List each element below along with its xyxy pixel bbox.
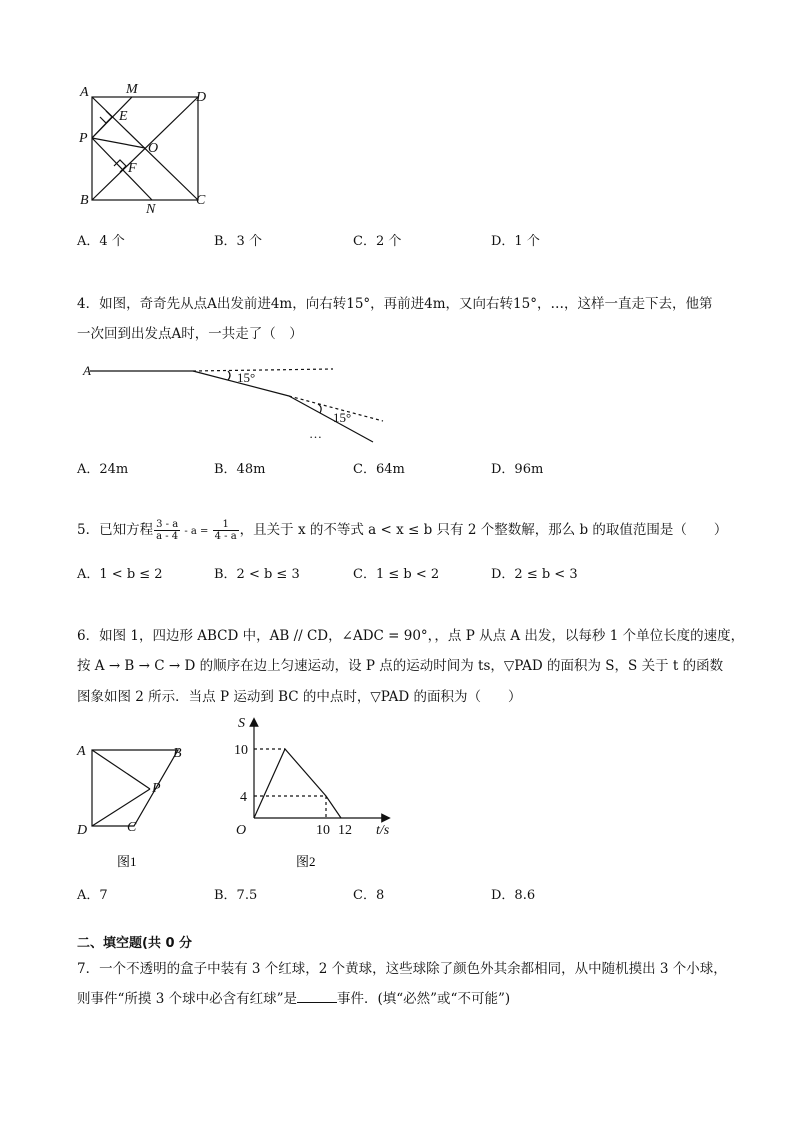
ellipsis: … <box>309 426 322 441</box>
label-m: M <box>126 82 138 97</box>
label-a: A <box>80 85 89 100</box>
q6-figure-1 <box>72 738 212 873</box>
label-d: D <box>77 823 88 838</box>
q6-text-line1: 6．如图 1，四边形 ABCD 中，AB // CD，∠ADC = 90°，，点 P 从点 A 出发，以每秒 1 个单位长度的速度， <box>77 628 745 644</box>
q7-text-line2 <box>77 987 510 1007</box>
q7-text-line1: 7．一个不透明的盒子中装有 3 个红球，2 个黄球，这些球除了颜色外其余都相同，从中随机摸出 3 个小球， <box>77 961 727 977</box>
q3-option-a[interactable]: A．4 个 <box>77 234 125 249</box>
right-angle-e <box>100 111 112 123</box>
tick-label-y10: 10 <box>234 743 248 758</box>
figure-2-caption: 图2 <box>296 854 316 869</box>
extension-1 <box>193 369 333 371</box>
label-f: F <box>128 161 137 176</box>
q5-fraction-2 <box>213 519 239 542</box>
label-o: O <box>148 141 159 156</box>
q4-option-c[interactable]: C．64m <box>353 462 405 477</box>
q5-option-a[interactable]: A．1 < b ≤ 2 <box>77 567 163 582</box>
q3-square-figure <box>70 80 230 215</box>
q5-option-c[interactable]: C．1 ≤ b < 2 <box>353 567 440 582</box>
q5-text <box>77 518 727 542</box>
q5-fraction-2-numerator: 1 <box>213 519 239 531</box>
tick-label-x12: 12 <box>338 823 352 838</box>
q5-fraction-2-denominator: 4 - a <box>214 531 237 542</box>
q6-text-line2: 按 A → B → C → D 的顺序在边上匀速运动，设 P 点的运动时间为 ts，▽PAD 的面积为 S，S 关于 t 的函数 <box>77 658 724 674</box>
q6-text-line3: 图象如图 2 所示．当点 P 运动到 BC 的中点时，▽PAD 的面积为（ ） <box>77 689 522 705</box>
q6-option-b[interactable]: B．7.5 <box>214 888 258 903</box>
tick-label-x10: 10 <box>316 823 330 838</box>
graph-line <box>254 749 341 818</box>
q4-text-line2: 一次回到出发点A时，一共走了（ ） <box>77 326 303 342</box>
angle-label-1: 15° <box>237 370 256 385</box>
label-e: E <box>119 109 128 124</box>
q5-fraction-1 <box>154 519 180 542</box>
figure-1-caption: 图1 <box>117 854 137 869</box>
walk-segment-3 <box>289 396 373 442</box>
q3-option-d[interactable]: D．1 个 <box>491 234 540 249</box>
quadrilateral-abcd <box>92 750 178 826</box>
label-c: C <box>127 820 137 835</box>
label-p: P <box>79 131 88 146</box>
label-b: B <box>173 746 182 761</box>
q4-walk-figure <box>80 360 400 445</box>
q5-option-b[interactable]: B．2 < b ≤ 3 <box>214 567 300 582</box>
q4-option-d[interactable]: D．96m <box>491 462 544 477</box>
q3-option-b[interactable]: B．3 个 <box>214 234 262 249</box>
q6-option-d[interactable]: D．8.6 <box>491 888 536 903</box>
origin-label: O <box>236 823 247 838</box>
segment-dp <box>92 789 150 826</box>
angle-label-2: 15° <box>333 410 352 425</box>
section-title-fill-in: 二、填空题(共 0 分 <box>77 936 193 951</box>
q5-prefix: 5．已知方程 <box>77 522 154 538</box>
tick-label-y4: 4 <box>240 790 247 805</box>
q5-suffix: ，且关于 x 的不等式 a < x ≤ b 只有 2 个整数解，那么 b 的取值范围是（ ） <box>239 522 728 538</box>
label-b: B <box>80 193 89 208</box>
label-a: A <box>77 744 86 759</box>
label-p: P <box>152 781 161 796</box>
label-a: A <box>83 363 91 378</box>
q7-line2-prefix: 则事件“所摸 3 个球中必含有红球”是 <box>77 991 297 1007</box>
label-c: C <box>196 193 206 208</box>
segment-ap <box>92 750 150 789</box>
q6-option-a[interactable]: A．7 <box>77 888 108 903</box>
label-n: N <box>146 202 156 217</box>
axis-label-t: t/s <box>376 823 390 838</box>
q4-text-line1: 4．如图，奇奇先从点A出发前进4m，向右转15°，再前进4m，又向右转15°，…，这样一直走下去，他第 <box>77 296 713 312</box>
q6-figure-2-graph <box>228 712 398 877</box>
q4-option-a[interactable]: A．24m <box>77 462 129 477</box>
q5-fraction-1-numerator: 3 - a <box>156 519 179 530</box>
label-d: D <box>196 90 207 105</box>
q5-mid: - a = <box>181 526 212 537</box>
q3-option-c[interactable]: C．2 个 <box>353 234 402 249</box>
q7-line2-suffix: 事件．(填“必然”或“不可能”) <box>336 991 511 1007</box>
axis-label-s: S <box>238 716 245 731</box>
q4-option-b[interactable]: B．48m <box>214 462 266 477</box>
q6-option-c[interactable]: C．8 <box>353 888 385 903</box>
q5-fraction-1-denominator: a - 4 <box>156 531 179 542</box>
q5-option-d[interactable]: D．2 ≤ b < 3 <box>491 567 578 582</box>
q7-answer-blank[interactable] <box>297 990 337 1003</box>
angle-arc-1 <box>228 371 230 380</box>
